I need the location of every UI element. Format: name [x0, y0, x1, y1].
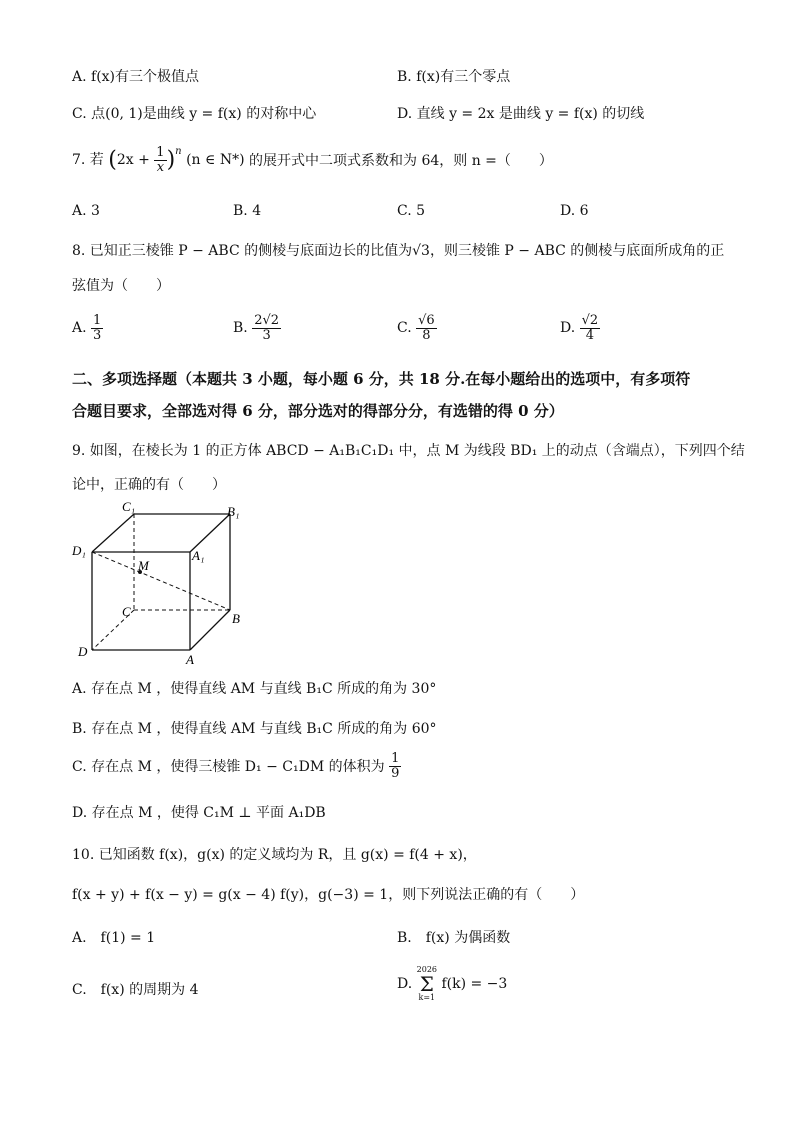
q7-option-b: B. 4	[233, 203, 262, 219]
q10-option-d: D. 2026 Σ k=1 f(k) = −3	[397, 965, 508, 1002]
q8-option-b: B. $\frac{2√2}{3}$	[233, 313, 280, 343]
q10-option-a: A. f(1) = 1	[72, 930, 156, 946]
q6-option-c: C. 点(0, 1)是曲线 y = f(x) 的对称中心	[72, 106, 317, 122]
label-a: A	[186, 652, 194, 667]
q7-stem	[72, 146, 553, 174]
q7-condition: (n ∈ N*)	[186, 152, 245, 169]
q10-option-b: B. f(x) 为偶函数	[397, 930, 511, 946]
sum-symbol: 2026 Σ k=1	[416, 965, 437, 1002]
diagonal-bd1	[92, 552, 230, 610]
section-2-heading-line1: 二、多项选择题（本题共 3 小题，每小题 6 分，共 18 分.在每小题给出的选项中，有多项符	[72, 370, 691, 388]
label-d: D	[78, 644, 88, 659]
label-c1: C₁	[122, 499, 136, 514]
q8-line1-b: ，则三棱锥 P − ABC 的侧棱与底面所成角的正	[429, 243, 725, 259]
q8-option-c: C. $\frac{√6}{8}$	[397, 313, 435, 343]
label-b: B	[232, 611, 240, 626]
q9-line2: 论中，正确的有（ ）	[72, 477, 226, 493]
q7-expr: (	[108, 147, 117, 173]
label-a1: A₁	[192, 548, 205, 563]
q7-exponent: n	[175, 146, 182, 157]
q7-expr-inner: 2x +	[116, 152, 155, 169]
q9-option-a: A. 存在点 M ，使得直线 AM 与直线 B₁C 所成的角为 30°	[72, 681, 437, 697]
q8-line2: 弦值为（ ）	[72, 278, 170, 294]
label-m: M	[138, 558, 149, 573]
q7-close: )	[166, 147, 176, 173]
q9-line1: 9. 如图，在棱长为 1 的正方体 ABCD − A₁B₁C₁D₁ 中，点 M 为线段 BD₁ 上的动点（含端点），下列四个结	[72, 443, 745, 459]
edge-a-b	[190, 610, 230, 650]
edge-c1-d1	[92, 514, 134, 552]
q10-line2: f(x + y) + f(x − y) = g(x − 4) f(y)，g(−3) = 1，则下列说法正确的有（ ）	[72, 887, 585, 903]
q6-option-d: D. 直线 y = 2x 是曲线 y = f(x) 的切线	[397, 106, 645, 122]
q8-line1	[72, 240, 724, 260]
q10-option-c: C. f(x) 的周期为 4	[72, 982, 199, 998]
q7-prefix: 7. 若	[72, 152, 104, 169]
q9-option-d: D. 存在点 M ，使得 C₁M ⊥ 平面 A₁DB	[72, 805, 326, 821]
q8-line1-a: 8. 已知正三棱锥 P − ABC 的侧棱与底面边长的比值为	[72, 243, 413, 259]
q7-fraction: $\frac{1}{x}$	[156, 145, 165, 175]
label-c: C	[122, 604, 131, 619]
q6-option-b: B. f(x)有三个零点	[397, 69, 511, 85]
q7-suffix: 的展开式中二项式系数和为 64，则 n =（ ）	[249, 153, 553, 170]
q6-option-a: A. f(x)有三个极值点	[72, 69, 200, 85]
q8-option-a: A. $\frac{1}{3}$	[72, 313, 102, 343]
label-b1: B₁	[227, 504, 240, 519]
section-2-heading-line2: 合题目要求，全部选对得 6 分，部分选对的得部分分，有选错的得 0 分）	[72, 402, 564, 420]
q7-option-c: C. 5	[397, 203, 426, 219]
q7-option-a: A. 3	[72, 203, 100, 219]
edge-b1-a1	[190, 514, 230, 552]
cube-figure	[70, 496, 250, 668]
q8-root: √3	[412, 243, 430, 259]
q7-option-d: D. 6	[560, 203, 589, 219]
q9-option-c: C. 存在点 M ，使得三棱锥 D₁ − C₁DM 的体积为 $\frac{1}{9}$	[72, 751, 400, 781]
label-d1: D₁	[72, 543, 86, 558]
q9-option-b: B. 存在点 M ，使得直线 AM 与直线 B₁C 所成的角为 60°	[72, 721, 437, 737]
q8-option-d: D. $\frac{√2}{4}$	[560, 313, 599, 343]
q10-line1: 10. 已知函数 f(x)，g(x) 的定义域均为 R，且 g(x) = f(4 + x)，	[72, 847, 477, 863]
